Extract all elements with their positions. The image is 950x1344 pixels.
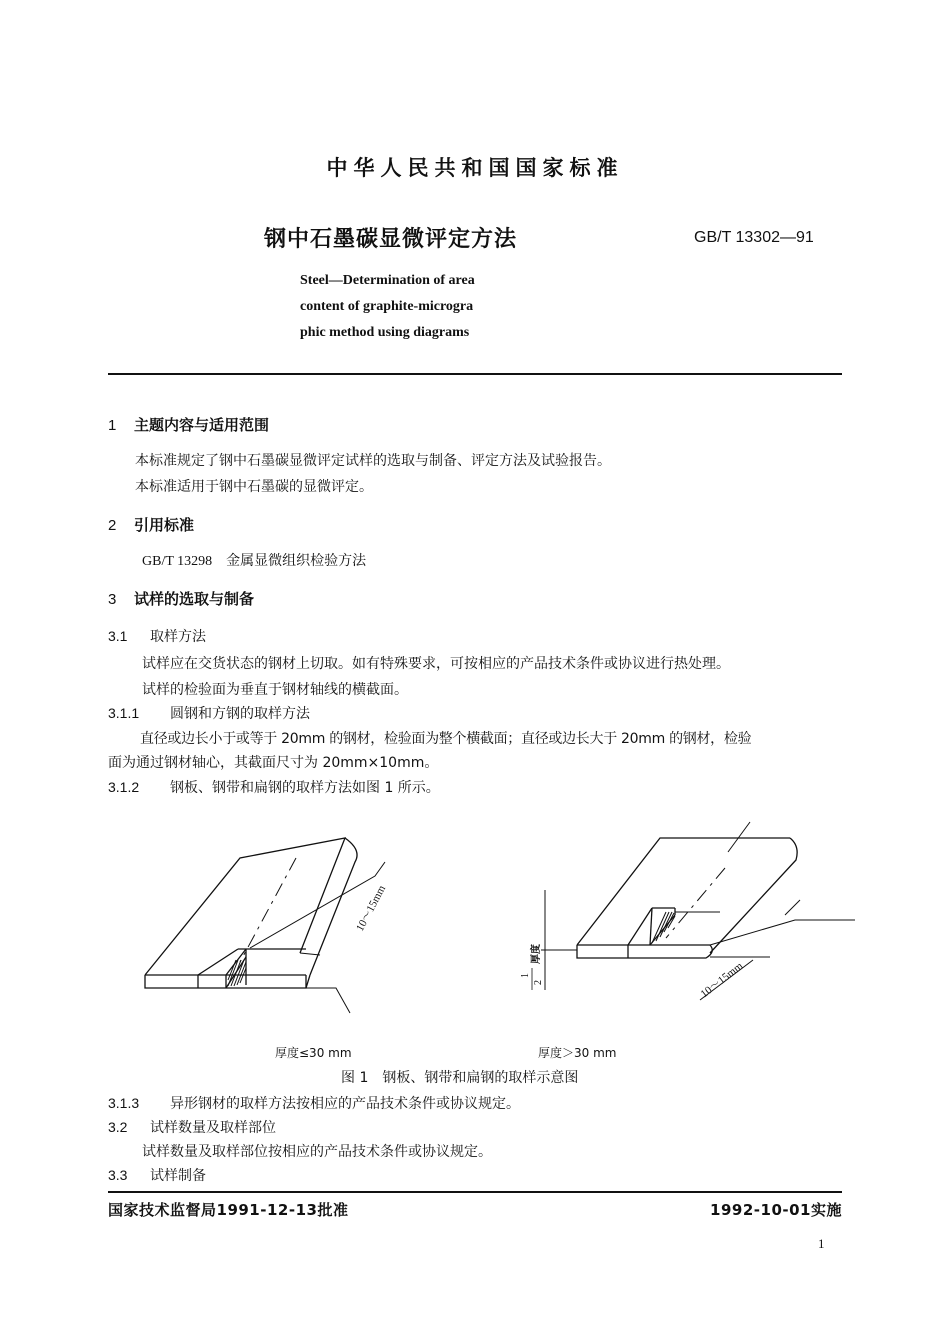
standard-code: GB/T 13302—91: [694, 229, 814, 246]
left-specimen-hatch: [228, 960, 246, 986]
section-1-heading: [108, 414, 269, 435]
left-dimension-label: 10～15mm: [354, 883, 389, 934]
half-thickness-num: 1: [520, 973, 531, 978]
section-3-heading: [108, 588, 254, 609]
english-title-line: Steel—Determination of area: [300, 273, 475, 288]
reference-title: 金属显微组织检验方法: [226, 553, 367, 569]
english-title: [300, 268, 475, 346]
section-number: 3: [108, 591, 117, 608]
section-number: 2: [108, 517, 117, 534]
subsection-3-1-2: [108, 777, 440, 797]
subsection-number: 3.1.3: [108, 1095, 140, 1111]
document-title: 钢中石墨碳显微评定方法: [264, 227, 518, 252]
subsection-number: 3.1: [108, 628, 128, 644]
english-title-line: phic method using diagrams: [300, 325, 470, 340]
paragraph: 直径或边长小于或等于 20mm 的钢材，检验面为整个横截面；直径或边长大于 20mm 的钢材，检验: [140, 731, 752, 747]
figure-caption: 图 1 钢板、钢带和扁钢的取样示意图: [341, 1070, 579, 1086]
subsection-number: 3.3: [108, 1167, 128, 1183]
subsection-3-1-3: [108, 1093, 520, 1113]
section-title: 引用标准: [134, 516, 195, 534]
subsection-3-2-heading: [108, 1117, 276, 1137]
right-dimension-label: 10～15mm: [698, 960, 746, 1001]
section-2-heading: [108, 514, 194, 535]
half-thickness-den: 2: [533, 980, 544, 985]
page-number: 1: [818, 1236, 825, 1251]
subsection-title: 圆钢和方钢的取样方法: [170, 706, 310, 722]
figure-1-diagram: [0, 800, 950, 1040]
paragraph: 本标准适用于钢中石墨碳的显微评定。: [135, 479, 373, 495]
approval-date: 国家技术监督局1991-12-13批准: [108, 1201, 349, 1219]
left-figure-caption: 厚度≤30 mm: [275, 1046, 352, 1060]
subsection-text: 钢板、钢带和扁钢的取样方法如图 1 所示。: [170, 780, 440, 796]
subsection-number: 3.1.1: [108, 705, 140, 721]
section-title: 主题内容与适用范围: [134, 416, 270, 434]
subsection-3-1-1-heading: [108, 703, 310, 723]
paragraph: 试样数量及取样部位按相应的产品技术条件或协议规定。: [142, 1144, 492, 1160]
section-title: 试样的选取与制备: [134, 590, 255, 608]
subsection-title: 试样数量及取样部位: [150, 1120, 276, 1136]
header-rule: [108, 373, 842, 375]
subsection-number: 3.1.2: [108, 779, 140, 795]
subsection-title: 试样制备: [150, 1168, 206, 1184]
footer-rule: [108, 1191, 842, 1193]
subsection-title: 取样方法: [150, 629, 206, 645]
left-plate-diagram: [145, 838, 388, 1013]
right-plate-diagram: [520, 822, 855, 1000]
implementation-date: 1992-10-01实施: [710, 1201, 842, 1219]
paragraph: 本标准规定了钢中石墨碳显微评定试样的选取与制备、评定方法及试验报告。: [135, 453, 611, 469]
section-number: 1: [108, 417, 117, 434]
subsection-number: 3.2: [108, 1119, 128, 1135]
half-thickness-label: 厚度: [531, 944, 542, 964]
subsection-text: 异形钢材的取样方法按相应的产品技术条件或协议规定。: [170, 1096, 520, 1112]
paragraph: 试样应在交货状态的钢材上切取。如有特殊要求，可按相应的产品技术条件或协议进行热处理。: [142, 656, 730, 672]
reference-code: GB/T 13298: [142, 554, 213, 569]
right-figure-caption: 厚度＞30 mm: [538, 1046, 617, 1060]
english-title-line: content of graphite-microgra: [300, 299, 474, 314]
standard-type: 中华人民共和国国家标准: [326, 156, 624, 180]
paragraph: 试样的检验面为垂直于钢材轴线的横截面。: [142, 682, 408, 698]
subsection-3-3-heading: [108, 1165, 206, 1185]
subsection-3-1-heading: [108, 626, 206, 646]
reference-item: [142, 550, 366, 570]
paragraph: 面为通过钢材轴心，其截面尺寸为 20mm×10mm。: [108, 755, 439, 771]
